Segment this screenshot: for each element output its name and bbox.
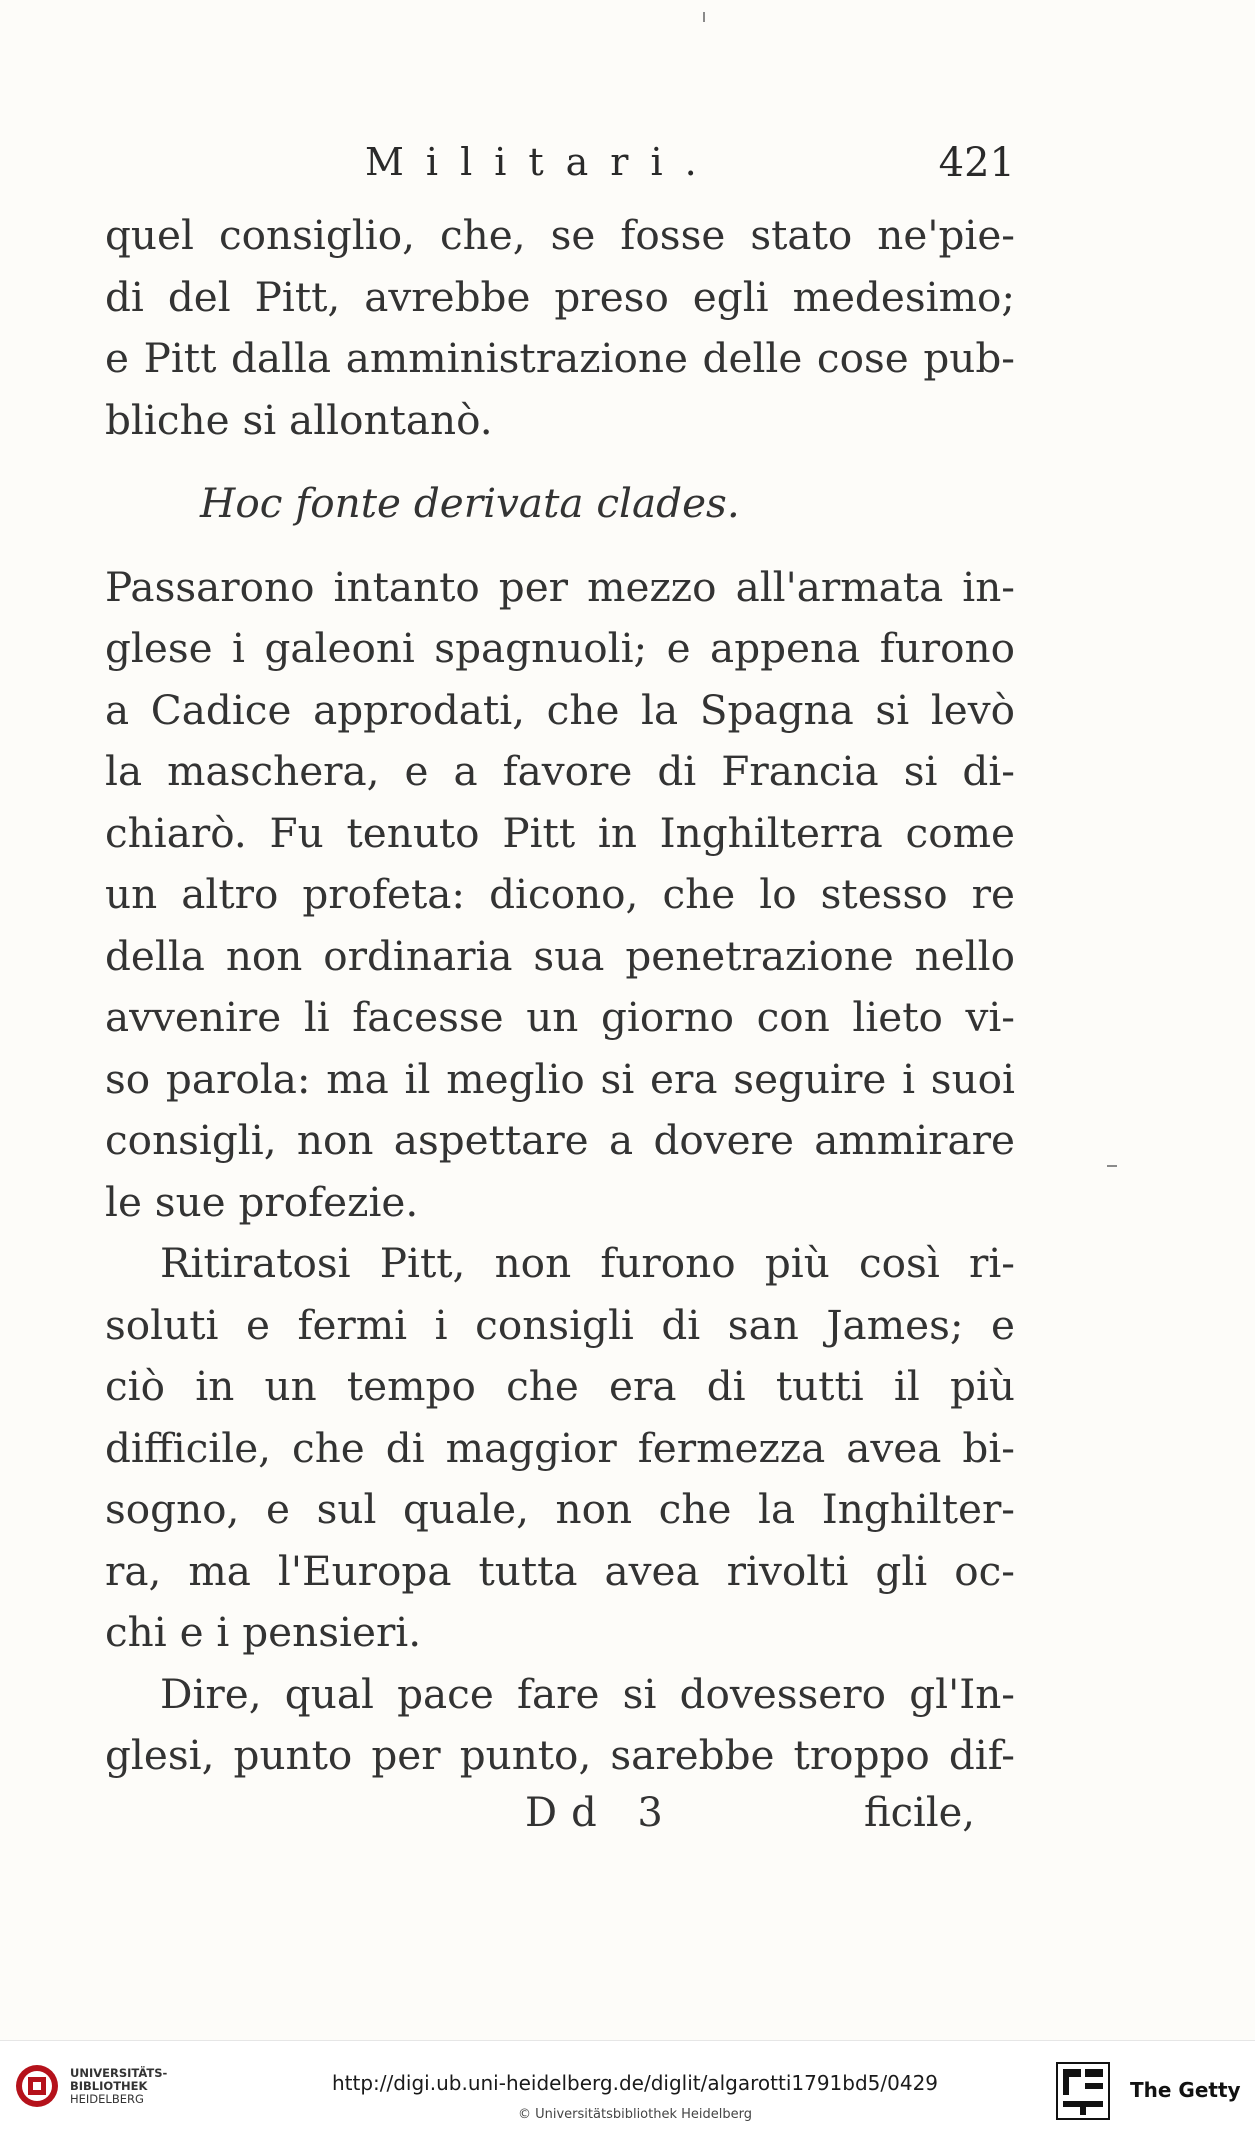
text-line: bliche si allontanò. [105, 395, 493, 444]
text-line: di del Pitt, avrebbe preso egli medesimo; [105, 272, 1015, 321]
text-line: le sue profezie. [105, 1177, 419, 1226]
catchword: ficile, [863, 1790, 975, 1836]
running-head [105, 140, 1015, 190]
footer-bar [0, 2040, 1255, 2138]
text-line: e Pitt dalla amministrazione delle cose pub- [105, 334, 1015, 382]
text-line: ra, ma l'Europa tutta avea rivolti gli oc- [105, 1546, 1015, 1595]
paper-speck [703, 12, 705, 22]
text-line: consigli, non aspettare a dovere ammirare [105, 1116, 1015, 1164]
text-line: la maschera, e a favore di Francia si di- [105, 747, 1015, 795]
text-line: Passarono intanto per mezzo all'armata in- [105, 562, 1015, 611]
text-line: difficile, che di maggior fermezza avea bi- [105, 1423, 1015, 1472]
permalink-url[interactable]: http://digi.ub.uni-heidelberg.de/diglit/algarotti1791bd5/0429 [331, 2071, 939, 2095]
text-line: a Cadice approdati, che la Spagna si levò [105, 685, 1015, 734]
text-line: della non ordinaria sua penetrazione nello [105, 931, 1015, 980]
text-line: Dire, qual pace fare si dovessero gl'In- [160, 1669, 1015, 1718]
text-line: Ritiratosi Pitt, non furono più così ri- [160, 1239, 1015, 1287]
signature-line [105, 1790, 1015, 1840]
text-line: soluti e fermi i consigli di san James; e [105, 1300, 1015, 1349]
signature-mark: Dd 3 [525, 1790, 677, 1836]
text-line: sogno, e sul quale, non che la Inghilter- [105, 1485, 1015, 1533]
text-line: ciò in un tempo che era di tutti il più [105, 1362, 1015, 1410]
paper-speck [1107, 1165, 1117, 1167]
university-library-logo-icon [14, 2063, 60, 2109]
body-text [105, 205, 1015, 1787]
text-line: chi e i pensieri. [105, 1608, 422, 1656]
library-name: UNIVERSITÄTS- BIBLIOTHEK HEIDELBERG [70, 2066, 168, 2106]
page-number: 421 [938, 140, 1015, 186]
text-line: chiarò. Fu tenuto Pitt in Inghilterra come [105, 808, 1015, 857]
text-line: avvenire li facesse un giorno con lieto vi- [105, 993, 1015, 1041]
text-line: glese i galeoni spagnuoli; e appena furono [105, 624, 1015, 672]
running-title: Militari. [365, 140, 719, 184]
text-line: glesi, punto per punto, sarebbe troppo dif- [105, 1731, 1015, 1779]
text-line: quel consiglio, che, se fosse stato ne'pie- [105, 211, 1015, 259]
text-line: so parola: ma il meglio si era seguire i suoi [105, 1054, 1015, 1103]
copyright-notice: © Universitätsbibliothek Heidelberg [517, 2107, 752, 2122]
text-line: un altro profeta: dicono, che lo stesso re [105, 870, 1015, 918]
getty-logo-icon [1055, 2061, 1111, 2121]
partner-name: The Getty [1130, 2078, 1241, 2102]
motto: Hoc fonte derivata clades. [200, 479, 740, 527]
